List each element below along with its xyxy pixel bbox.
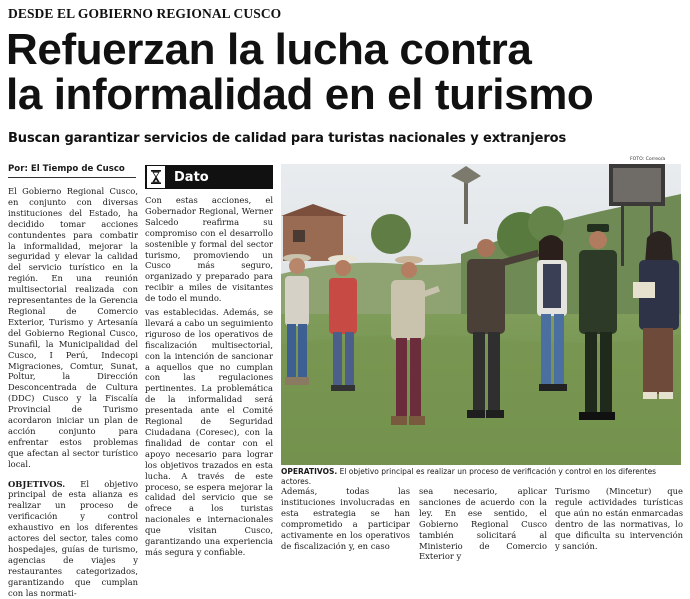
- dato-header: [145, 165, 273, 189]
- byline: Por: El Tiempo de Cusco: [8, 164, 136, 178]
- dato-box: [145, 165, 273, 303]
- paragraph-col4: sea necesario, aplicar sanciones de acuerdo con la ley. En ese sentido, el Gobierno Regional Cusco también solicitará al Ministerio de Comercio Exterior y: [419, 486, 547, 562]
- headline-line-2: la informalidad en el turismo: [6, 70, 594, 119]
- article-column-3: [281, 486, 410, 551]
- section-kicker: DESDE EL GOBIERNO REGIONAL CUSCO: [8, 6, 282, 21]
- photo-illustration: [281, 164, 681, 465]
- article-column-1: [8, 186, 138, 599]
- headline: [6, 27, 688, 117]
- caption-lead-in: OPERATIVOS.: [281, 467, 338, 476]
- dato-body: Con estas acciones, el Gobernador Regional, Werner Salcedo reafirma su compromiso con el desarrollo sostenible y formal del sector turismo, promoviendo un Cusco más seguro, organizado y preparado para recibir a miles de visitantes de todo el mundo.: [145, 195, 273, 304]
- photo-caption: [281, 467, 683, 487]
- article-column-5: [555, 486, 683, 551]
- dato-title: Dato: [174, 169, 209, 185]
- headline-line-1: Refuerzan la lucha contra: [6, 25, 532, 74]
- paragraph-continuation: vas establecidas. Además, se llevará a cabo un seguimiento riguroso de los operativos de fiscalización multisectorial, con la intención de sancionar a aquellos que no cumplan con las regulaciones pertinentes. La problemática de la informalidad será presentada ante el Comité Regional de Seguridad Ciudadana (Coresec), con la finalidad de contar con el apoyo necesario para lograr los objetivos trazados en esta lucha. A través de este proceso, se espera mejorar la calidad del servicio que se ofrece a los turistas nacionales e internacionales que visitan Cusco, garantizando una experiencia más segura y confiable.: [145, 307, 273, 557]
- subheadline: Buscan garantizar servicios de calidad para turistas nacionales y extranjeros: [8, 131, 567, 146]
- article-photo: [281, 164, 681, 465]
- article-column-4: [419, 486, 547, 562]
- paragraph-objetivos: [8, 479, 138, 599]
- article-column-2: [145, 307, 273, 558]
- lead-in-objetivos: OBJETIVOS.: [8, 478, 66, 489]
- paragraph-objetivos-text: El objetivo principal de esta alianza es realizar un proceso de verificación y control exhaustivo en los diferentes actores del sector, tales como hospedajes, guías de turismo, agencias de viajes y restaurantes categorizados, garantizando que cumplan con las normati-: [8, 478, 138, 598]
- photo-credit: FOTO: Correo/a: [630, 157, 666, 162]
- hourglass-icon: [146, 165, 166, 189]
- caption-text: El objetivo principal es realizar un proceso de verificación y control en los diferentes actores.: [281, 467, 657, 486]
- paragraph-col3: Además, todas las instituciones involucradas en esta estrategia se han comprometido a participar activamente en los operativos de fiscalización y, en caso: [281, 486, 410, 551]
- paragraph-col5: Turismo (Mincetur) que regule actividades turísticas que aún no están enmarcadas dentro de las normativas, lo que dificulta su intervención y sanción.: [555, 486, 683, 551]
- paragraph-intro: El Gobierno Regional Cusco, en conjunto con diversas instituciones del Estado, ha decidido tomar acciones contundentes para combatir la informalidad, mejorar la seguridad y elevar la calidad del servicio turístico en la región. En una reunión multisectorial realizada con representantes de la Gerencia Regional de Comercio Exterior, Turismo y Artesanía del Gobierno Regional Cusco, Sunafil, la Municipalidad del Cusco, I Perú, Indecopi Migraciones, Comtur, Sunat, Poltur, la Dirección Desconcentrada de Cultura (DDC) Cusco y la Fiscalía Provincial de Turismo acordaron iniciar un plan de acción conjunto para enfrentar estos problemas que afectan al sector turístico local.: [8, 186, 138, 469]
